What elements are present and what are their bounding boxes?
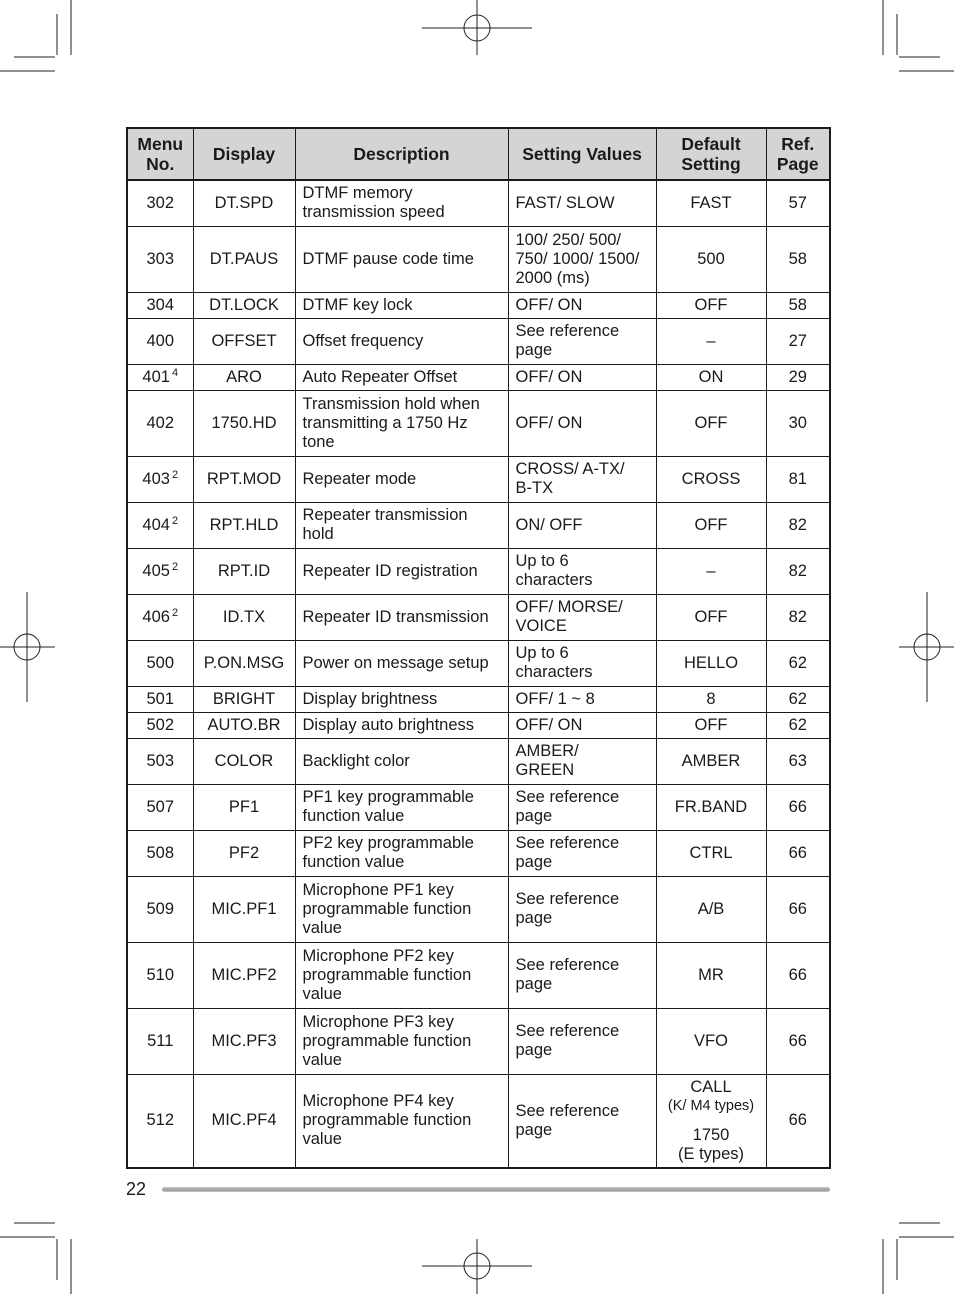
cell-default-setting: FR.BAND [656,784,766,830]
cell-ref-page: 63 [766,738,830,784]
cell-ref-page: 62 [766,640,830,686]
footnote-marker: 2 [171,468,179,481]
menu-settings-table [126,127,831,1169]
cell-ref-page: 30 [766,390,830,456]
cell-ref-page: 66 [766,830,830,876]
cell-ref-page: 62 [766,686,830,712]
cell-setting-values: AMBER/ GREEN [508,738,656,784]
cell-description: Microphone PF2 key programmable function value [295,942,508,1008]
cell-ref-page: 58 [766,292,830,318]
table-row [127,738,830,784]
cell-menu-no: 304 [127,292,193,318]
cell-display: BRIGHT [193,686,295,712]
cell-menu-no: 405 $^2$ [127,548,193,594]
cell-menu-no: 512 [127,1074,193,1168]
cell-default-setting: 8 [656,686,766,712]
cell-description: Microphone PF3 key programmable function value [295,1008,508,1074]
cell-display: ID.TX [193,594,295,640]
header-setting-values: Setting Values [508,128,656,180]
cell-menu-no: 402 [127,390,193,456]
table-row [127,876,830,942]
table-row [127,1008,830,1074]
table-row [127,226,830,292]
cell-description: Display brightness [295,686,508,712]
cell-default-setting: OFF [656,502,766,548]
cell-setting-values: OFF/ MORSE/ VOICE [508,594,656,640]
cell-default-setting: OFF [656,594,766,640]
table-row [127,784,830,830]
table-header-row [127,128,830,180]
cell-default-setting: OFF [656,390,766,456]
cell-default-setting: CTRL [656,830,766,876]
cell-menu-no: 503 [127,738,193,784]
header-ref-page: Ref. Page [766,128,830,180]
table-row [127,318,830,364]
cell-description: Power on message setup [295,640,508,686]
cell-display: COLOR [193,738,295,784]
cell-ref-page: 66 [766,1008,830,1074]
cell-display: RPT.HLD [193,502,295,548]
cell-ref-page: 57 [766,180,830,226]
cell-default-setting: CALL (K/ M4 types) 1750 (E types) [656,1074,766,1168]
cell-menu-no: 508 [127,830,193,876]
cell-menu-no: 511 [127,1008,193,1074]
cell-ref-page: 81 [766,456,830,502]
header-display: Display [193,128,295,180]
cell-description: Auto Repeater Offset [295,364,508,390]
cell-ref-page: 58 [766,226,830,292]
cell-setting-values: See reference page [508,1008,656,1074]
cell-setting-values: See reference page [508,318,656,364]
footer-rule [162,1187,830,1192]
cell-description: Repeater transmission hold [295,502,508,548]
cell-menu-no: 507 [127,784,193,830]
cell-default-setting: OFF [656,292,766,318]
cell-ref-page: 82 [766,502,830,548]
footnote-marker: 2 [171,606,179,619]
cell-description: DTMF memory transmission speed [295,180,508,226]
cell-menu-no: 303 [127,226,193,292]
cell-default-setting: A/B [656,876,766,942]
cell-description: Microphone PF4 key programmable function value [295,1074,508,1168]
cell-setting-values: OFF/ 1 ~ 8 [508,686,656,712]
cell-display: RPT.MOD [193,456,295,502]
cell-default-setting: ON [656,364,766,390]
cell-ref-page: 82 [766,548,830,594]
cell-display: MIC.PF2 [193,942,295,1008]
cell-default-setting: OFF [656,712,766,738]
cell-setting-values: See reference page [508,1074,656,1168]
cell-default-setting: – [656,548,766,594]
cell-display: PF1 [193,784,295,830]
cell-description: PF1 key programmable function value [295,784,508,830]
cell-ref-page: 29 [766,364,830,390]
table-row [127,594,830,640]
table-row [127,180,830,226]
footnote-marker: 2 [171,560,179,573]
footnote-marker: 2 [171,514,179,527]
cell-default-setting: FAST [656,180,766,226]
cell-setting-values: See reference page [508,876,656,942]
cell-setting-values: OFF/ ON [508,292,656,318]
cell-menu-no: 404 $^2$ [127,502,193,548]
cell-menu-no: 509 [127,876,193,942]
cell-ref-page: 82 [766,594,830,640]
cell-default-setting: AMBER [656,738,766,784]
cell-setting-values: Up to 6 characters [508,548,656,594]
cell-description: Backlight color [295,738,508,784]
cell-display: P.ON.MSG [193,640,295,686]
cell-menu-no: 501 [127,686,193,712]
cell-menu-no: 502 [127,712,193,738]
cell-description: DTMF key lock [295,292,508,318]
cell-menu-no: 302 [127,180,193,226]
table-row [127,502,830,548]
cell-menu-no: 403 $^2$ [127,456,193,502]
table-row [127,292,830,318]
cell-display: DT.PAUS [193,226,295,292]
cell-setting-values: 100/ 250/ 500/ 750/ 1000/ 1500/ 2000 (ms) [508,226,656,292]
cell-setting-values: See reference page [508,830,656,876]
cell-display: ARO [193,364,295,390]
cell-display: DT.SPD [193,180,295,226]
cell-description: DTMF pause code time [295,226,508,292]
cell-default-setting: CROSS [656,456,766,502]
cell-description: Repeater ID transmission [295,594,508,640]
table-row [127,1074,830,1168]
header-description: Description [295,128,508,180]
cell-default-setting: HELLO [656,640,766,686]
table-row [127,830,830,876]
cell-display: 1750.HD [193,390,295,456]
cell-setting-values: CROSS/ A-TX/ B-TX [508,456,656,502]
cell-ref-page: 62 [766,712,830,738]
cell-description: Transmission hold when transmitting a 1750 Hz tone [295,390,508,456]
table-row [127,548,830,594]
cell-default-setting: VFO [656,1008,766,1074]
cell-ref-page: 66 [766,942,830,1008]
cell-display: MIC.PF1 [193,876,295,942]
cell-setting-values: Up to 6 characters [508,640,656,686]
cell-ref-page: 66 [766,876,830,942]
page-number: 22 [126,1179,147,1199]
cell-description: Offset frequency [295,318,508,364]
table-row [127,364,830,390]
table-row [127,712,830,738]
cell-setting-values: OFF/ ON [508,712,656,738]
cell-default-setting: MR [656,942,766,1008]
cell-menu-no: 500 [127,640,193,686]
cell-setting-values: OFF/ ON [508,390,656,456]
table-row [127,640,830,686]
table-row [127,390,830,456]
cell-setting-values: See reference page [508,942,656,1008]
cell-display: AUTO.BR [193,712,295,738]
cell-ref-page: 66 [766,1074,830,1168]
cell-menu-no: 401 $^4$ [127,364,193,390]
cell-description: Display auto brightness [295,712,508,738]
cell-description: Microphone PF1 key programmable function value [295,876,508,942]
cell-setting-values: OFF/ ON [508,364,656,390]
table-row [127,942,830,1008]
footnote-marker: 4 [171,366,179,379]
cell-menu-no: 400 [127,318,193,364]
cell-default-setting: – [656,318,766,364]
cell-description: PF2 key programmable function value [295,830,508,876]
cell-display: DT.LOCK [193,292,295,318]
cell-description: Repeater mode [295,456,508,502]
cell-setting-values: See reference page [508,784,656,830]
cell-display: OFFSET [193,318,295,364]
cell-menu-no: 510 [127,942,193,1008]
cell-ref-page: 27 [766,318,830,364]
header-menu-no: Menu No. [127,128,193,180]
cell-display: MIC.PF4 [193,1074,295,1168]
cell-setting-values: ON/ OFF [508,502,656,548]
cell-ref-page: 66 [766,784,830,830]
cell-display: PF2 [193,830,295,876]
table-row [127,456,830,502]
cell-description: Repeater ID registration [295,548,508,594]
cell-menu-no: 406 $^2$ [127,594,193,640]
cell-default-setting: 500 [656,226,766,292]
cell-display: MIC.PF3 [193,1008,295,1074]
cell-display: RPT.ID [193,548,295,594]
header-default-setting: Default Setting [656,128,766,180]
table-row [127,686,830,712]
cell-setting-values: FAST/ SLOW [508,180,656,226]
